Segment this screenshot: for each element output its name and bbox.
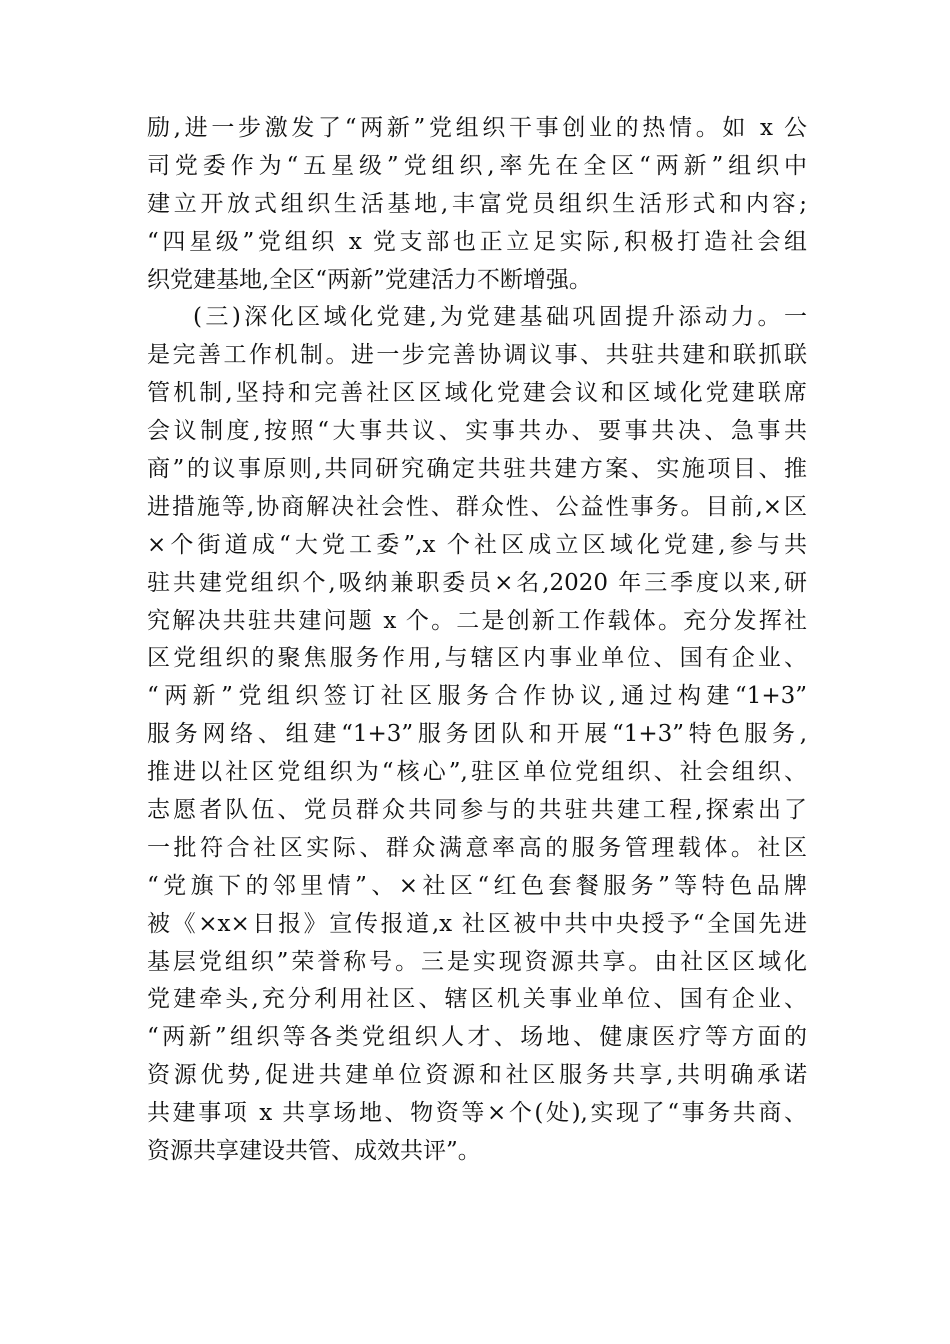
text-line: 被《×x×日报》宣传报道,x 社区被中共中央授予“全国先进 [147,910,807,937]
text-line: “两新”党组织签订社区服务合作协议,通过构建“1+3” [147,683,807,710]
text-line: 一批符合社区实际、群众满意率高的服务管理载体。社区 [147,834,807,861]
body-text [147,110,807,1171]
text-line: 会议制度,按照“大事共议、实事共办、要事共决、急事共 [147,418,807,445]
text-line: “两新”组织等各类党组织人才、场地、健康医疗等方面的 [147,1024,807,1051]
text-line: “四星级”党组织 x 党支部也正立足实际,积极打造社会组 [147,228,807,255]
text-line: 商”的议事原则,共同研究确定共驻共建方案、实施项目、推 [147,456,807,483]
text-line: “党旗下的邻里情”、×社区“红色套餐服务”等特色品牌 [147,872,807,899]
text-line: 资源优势,促进共建单位资源和社区服务共享,共明确承诺 [147,1062,807,1089]
text-line: 推进以社区党组织为“核心”,驻区单位党组织、社会组织、 [147,759,807,786]
text-line: 进措施等,协商解决社会性、群众性、公益性事务。目前,×区 [147,493,807,520]
text-line: 究解决共驻共建问题 x 个。二是创新工作载体。充分发挥社 [147,607,807,634]
text-line: 基层党组织”荣誉称号。三是实现资源共享。由社区区域化 [147,948,807,975]
text-line: ×个街道成“大党工委”,x 个社区成立区域化党建,参与共 [147,531,807,558]
text-line: 织党建基地,全区“两新”党建活力不断增强。 [147,266,592,293]
text-line: 志愿者队伍、党员群众共同参与的共驻共建工程,探索出了 [147,797,807,824]
text-line: 是完善工作机制。进一步完善协调议事、共驻共建和联抓联 [147,342,807,369]
text-line: 励,进一步激发了“两新”党组织干事创业的热情。如 x 公 [147,115,807,141]
text-line: (三)深化区域化党建,为党建基础巩固提升添动力。一 [193,304,807,331]
text-line: 服务网络、组建“1+3”服务团队和开展“1+3”特色服务, [147,721,807,748]
text-line: 管机制,坚持和完善社区区域化党建会议和区域化党建联席 [147,380,807,407]
text-line: 资源共享建设共管、成效共评”。 [147,1138,481,1165]
text-line: 区党组织的聚焦服务作用,与辖区内事业单位、国有企业、 [147,645,807,672]
text-line: 共建事项 x 共享场地、物资等×个(处),实现了“事务共商、 [147,1100,807,1127]
paragraph-2 [147,299,807,1170]
paragraph-1 [147,110,807,299]
text-line: 司党委作为“五星级”党组织,率先在全区“两新”组织中 [147,152,807,179]
text-line: 建立开放式组织生活基地,丰富党员组织生活形式和内容; [147,190,807,217]
text-line: 党建牵头,充分利用社区、辖区机关事业单位、国有企业、 [147,986,807,1013]
text-line: 驻共建党组织个,吸纳兼职委员×名,2020 年三季度以来,研 [147,569,807,596]
